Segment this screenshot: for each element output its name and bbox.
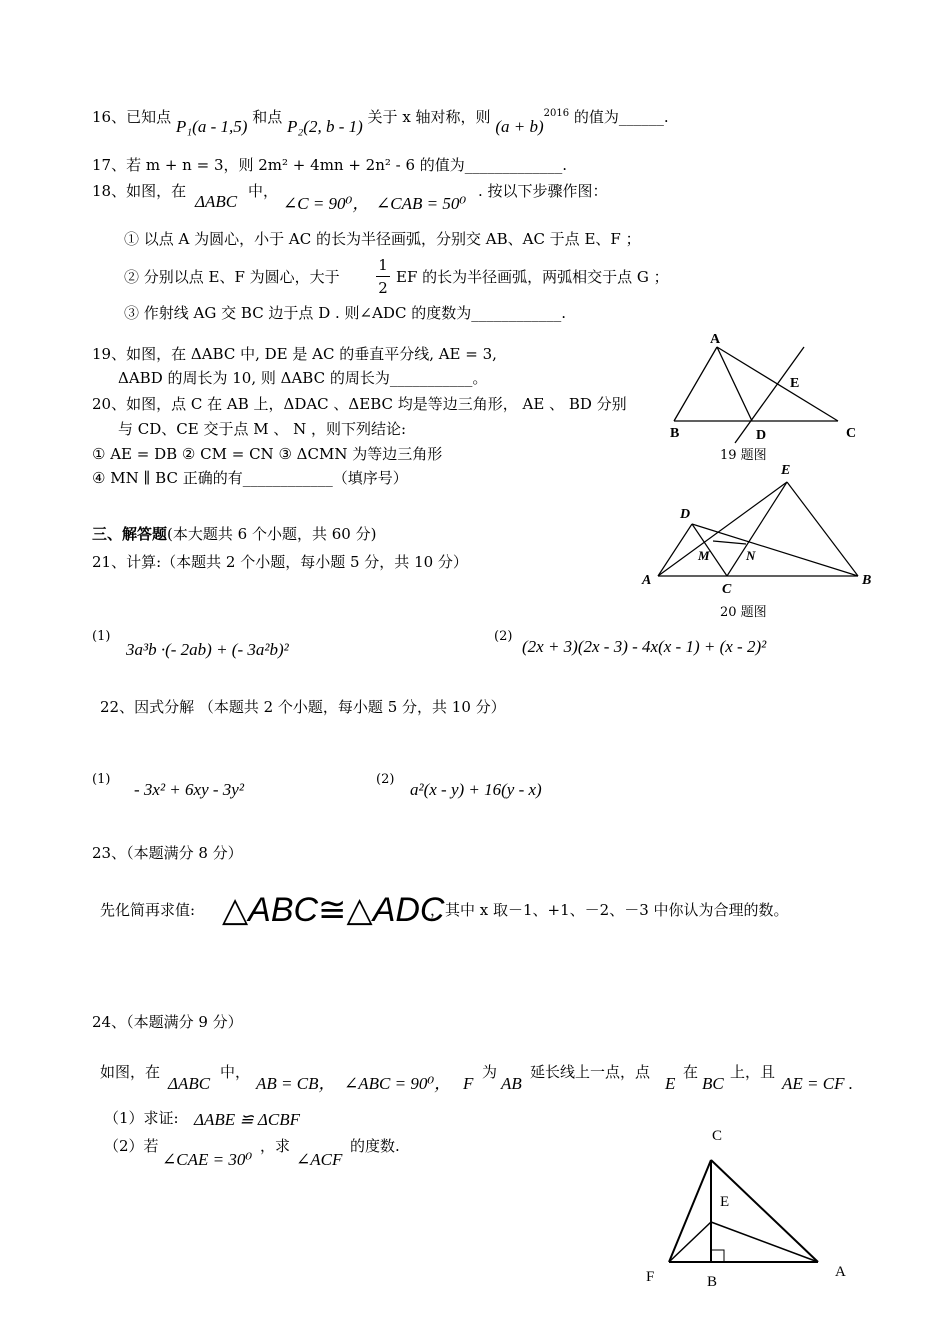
- q22-p1-expr: - 3x² + 6xy - 3y²: [134, 780, 244, 799]
- fig24-label-c: C: [712, 1128, 723, 1144]
- q24-title: 24、（本题满分 9 分）: [92, 1013, 243, 1031]
- fig20-label-b: B: [862, 573, 872, 588]
- fig24-side-cf: [669, 1160, 711, 1262]
- q24-f: F: [463, 1074, 474, 1093]
- fig20-label-e: E: [781, 463, 791, 478]
- fig24-segment-fe: [669, 1222, 711, 1262]
- q23-prefix: 先化简再求值:: [100, 901, 196, 919]
- q20-line2: 与 CD、CE 交于点 M 、 N ，则下列结论:: [118, 420, 407, 438]
- q18-intro: 18、如图，在: [92, 182, 187, 200]
- q24-angle: ∠ABC = 90⁰，: [344, 1074, 452, 1093]
- q24-sub2-mid: ，求: [260, 1137, 291, 1155]
- fig19-label-e: E: [790, 376, 800, 391]
- fig20-segment-ae: [658, 482, 787, 576]
- q18-tail: . 按以下步骤作图：: [478, 182, 608, 200]
- q17-line: 17、若 m + n = 3，则 2m² + 4mn + 2n² - 6 的值为_____________.: [92, 156, 568, 174]
- figure-24: [630, 1120, 870, 1295]
- fig24-segment-ea: [711, 1222, 818, 1262]
- q18-mid: 中，: [248, 182, 279, 200]
- q24-eq2: AE = CF .: [782, 1074, 853, 1093]
- q16-expr: (a + b): [495, 117, 544, 136]
- q24-c3: 延长线上一点，点: [530, 1063, 651, 1081]
- fig19-side-ab: [674, 347, 717, 421]
- q22-p1-label: (1): [92, 772, 111, 787]
- q22-p2-expr: a²(x - y) + 16(y - x): [410, 780, 542, 799]
- fig20-segment-db: [692, 524, 858, 576]
- q23-title: 23、（本题满分 8 分）: [92, 844, 243, 862]
- q18-step3: ③ 作射线 AG 交 BC 边于点 D . 则∠ADC 的度数为____________.: [124, 304, 566, 322]
- fig20-side-ce: [727, 482, 787, 576]
- q16-p1: P₁(a - 1,5): [175, 117, 248, 136]
- q16-prefix: 16、已知点: [92, 108, 172, 126]
- figure-20: [636, 460, 876, 600]
- q21-p1-label: (1): [92, 629, 111, 644]
- q21-p2-label: (2): [494, 629, 513, 644]
- q20-line4: ④ MN ∥ BC 正确的有____________（填序号）: [92, 469, 408, 487]
- q19-line1: 19、如图，在 ΔABC 中, DE 是 AC 的垂直平分线, AE = 3,: [92, 345, 497, 363]
- q24-c5: 上，且: [730, 1063, 776, 1081]
- section3-note: (本大题共 6 个小题，共 60 分): [167, 525, 377, 543]
- q18-frac-num: 1: [378, 256, 388, 274]
- q16-mid2: 关于 x 轴对称，则: [367, 108, 491, 126]
- fig20-label-d: D: [680, 507, 691, 522]
- fig19-caption: 19 题图: [720, 448, 767, 463]
- q18-step1: ① 以点 A 为圆心，小于 AC 的长为半径画弧，分别交 AB、AC 于点 E、F ；: [124, 230, 641, 248]
- q24-eq1: AB = CB，: [256, 1074, 336, 1093]
- q16-exponent: 2016: [543, 108, 570, 119]
- fig20-label-m: M: [698, 548, 710, 563]
- fig20-segment-mn: [713, 541, 746, 544]
- fig19-bisector: [735, 347, 804, 443]
- q24-sub2-tail: 的度数.: [350, 1137, 400, 1155]
- q16-line: [92, 104, 669, 136]
- fig24-label-f: F: [646, 1269, 655, 1285]
- q24-tri: ΔABC: [168, 1074, 211, 1093]
- q24-sub2-angle: ∠CAE = 30⁰: [162, 1150, 253, 1169]
- fig20-side-ad: [658, 524, 692, 576]
- q20-line3: ① AE = DB ② CM = CN ③ ΔCMN 为等边三角形: [92, 445, 443, 463]
- section3-title: 三、解答题: [92, 525, 168, 543]
- fig24-label-e: E: [720, 1194, 730, 1210]
- q18-angle-c: ∠C = 90⁰，: [283, 194, 370, 213]
- q24-intro: 如图，在: [100, 1063, 161, 1081]
- q24-sub2-angle2: ∠ACF: [296, 1150, 343, 1169]
- fig19-label-b: B: [670, 426, 680, 441]
- q24-sub1-label: （1）求证:: [104, 1109, 179, 1127]
- q21-p1-expr: 3a³b ·(- 2ab) + (- 3a²b)²: [126, 640, 289, 659]
- q22-title: 22、因式分解 （本题共 2 个小题，每小题 5 分，共 10 分）: [100, 698, 506, 716]
- q24-c1: 中，: [220, 1063, 251, 1081]
- q20-line1: 20、如图，点 C 在 AB 上，ΔDAC 、ΔEBC 均是等边三角形， AE 、 BD 分别: [92, 395, 627, 413]
- q24-sub2-label: （2）若: [104, 1137, 159, 1155]
- fig19-label-c: C: [846, 426, 857, 441]
- q18-triangle: ΔABC: [195, 192, 238, 211]
- q16-p2: P₂(2, b - 1): [286, 117, 363, 136]
- fig19-label-a: A: [710, 332, 721, 347]
- q21-p2-expr: (2x + 3)(2x - 3) - 4x(x - 1) + (x - 2)²: [522, 637, 767, 656]
- fig20-caption: 20 题图: [720, 605, 767, 620]
- fig20-label-n: N: [746, 548, 756, 563]
- fig20-label-a: A: [642, 573, 652, 588]
- q18-step2-a: ② 分别以点 E、F 为圆心，大于: [124, 268, 340, 286]
- q23-suffix: ，其中 x 取－1、+1、－2、－3 中你认为合理的数。: [430, 901, 789, 919]
- q18-frac-den: 2: [378, 279, 388, 297]
- q24-ab: AB: [501, 1074, 522, 1093]
- fig24-right-angle-mark: [711, 1250, 724, 1262]
- q24-c4: 在: [683, 1063, 699, 1081]
- fig24-label-b: B: [707, 1274, 718, 1290]
- q18-angle-cab: ∠CAB = 50⁰: [376, 194, 467, 213]
- q18-step2-b: EF 的长为半径画弧，两弧相交于点 G ；: [396, 268, 669, 286]
- q24-bc: BC: [702, 1074, 724, 1093]
- section3-heading: [92, 524, 376, 544]
- q19-line2: ΔABD 的周长为 10, 则 ΔABC 的周长为___________。: [118, 369, 488, 387]
- q18-intro-line: [92, 181, 186, 201]
- q21-title: 21、计算:（本题共 2 个小题，每小题 5 分，共 10 分）: [92, 553, 468, 571]
- fig19-label-d: D: [756, 428, 767, 443]
- fig24-side-ca: [711, 1160, 818, 1262]
- q16-mid1: 和点: [252, 108, 283, 126]
- fig24-label-a: A: [835, 1264, 846, 1280]
- q22-p2-label: (2): [376, 772, 395, 787]
- q16-suffix: 的值为______.: [573, 108, 669, 126]
- q24-c2: 为: [482, 1063, 498, 1081]
- q24-e: E: [665, 1074, 676, 1093]
- q18-frac-bar: [376, 276, 390, 277]
- fig20-side-eb: [787, 482, 858, 576]
- q24-sub1-expr: ΔABE ≌ ΔCBF: [194, 1110, 300, 1129]
- fig20-label-c: C: [722, 582, 732, 597]
- q23-formula: △ABC≅△ADC: [222, 891, 445, 929]
